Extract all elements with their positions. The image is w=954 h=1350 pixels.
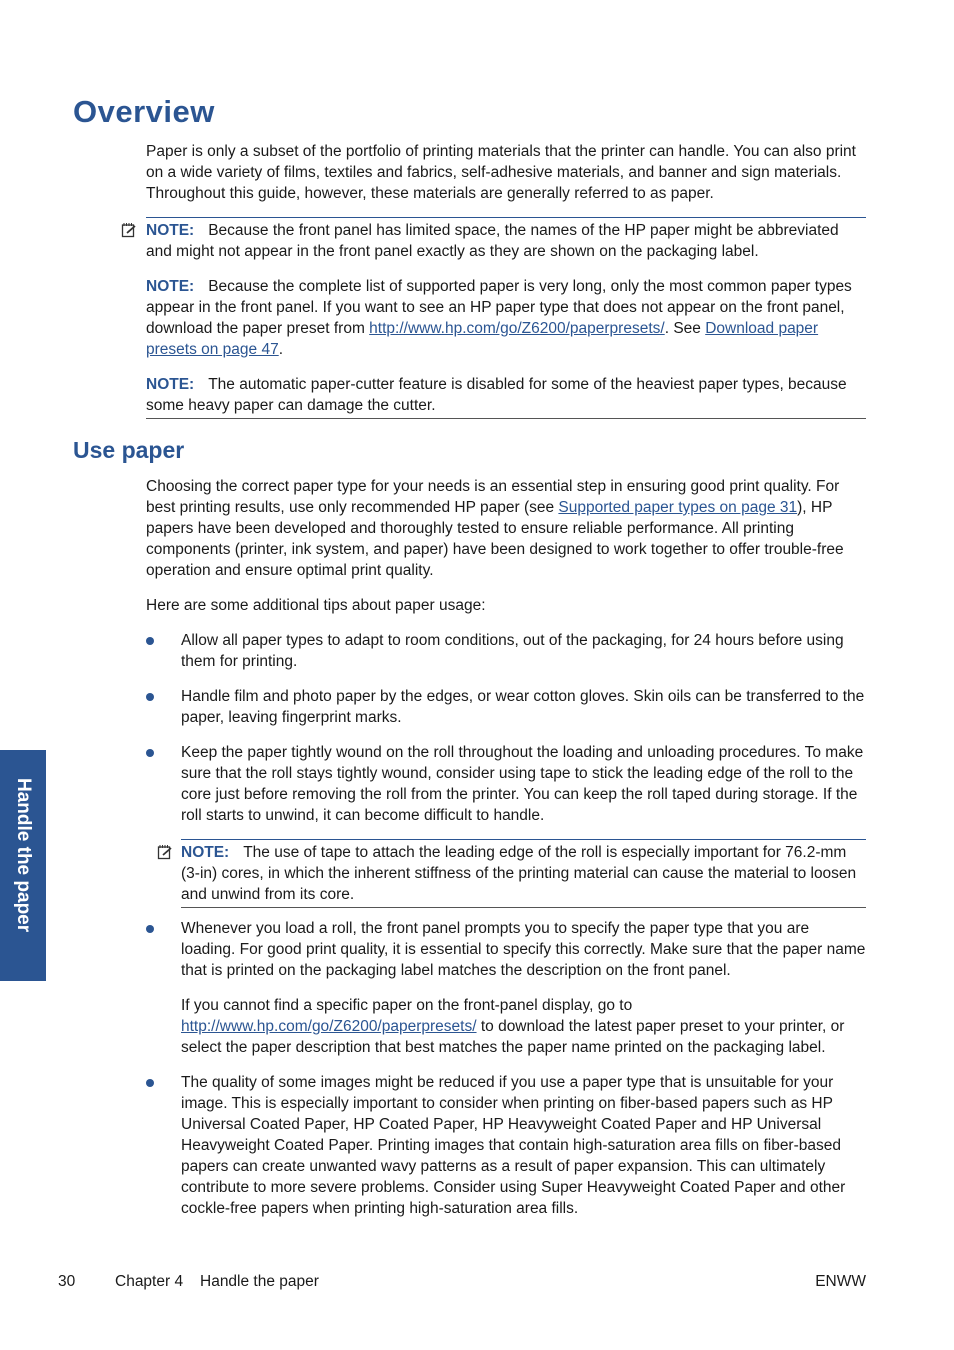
- note-box: [146, 217, 866, 419]
- bullet-icon: [146, 693, 154, 701]
- tape-note: NOTE: The use of tape to attach the leading edge of the roll is especially important for 76.2-mm (3-in) cores, in which the inherent stiffness of the printing material can cause the material to loosen and unwind from its core.: [181, 839, 866, 908]
- section-heading: Use paper: [73, 437, 185, 463]
- note-icon: [121, 222, 137, 238]
- supported-paper-link[interactable]: Supported paper types on page 31: [558, 499, 798, 516]
- footer-chapter-title: Handle the paper: [200, 1273, 319, 1290]
- list-item: Whenever you load a roll, the front panel prompts you to specify the paper type that you are loading. For good print quality, it is essential to specify this correctly. Make sure that the paper name that is printed on the packaging label matches the description on the front panel. If you cannot find a specific paper on the front-panel display, go to http://www.hp.com/go/Z6200/paperpresets/ to download the latest paper preset to your printer, or select the paper description that best matches the paper name printed on the packaging label.: [181, 920, 866, 1056]
- bullet-icon: [146, 1079, 154, 1087]
- list-item: The quality of some images might be reduced if you use a paper type that is unsuitable for your image. This is especially important to consider when printing on fiber-based papers such as HP Universal Coated Paper, HP Coated Paper, HP Heavyweight Coated Paper and HP Universal Heavyweight Coated Paper. Printing images that contain high-saturation area fills on fiber-based papers can create unwanted wavy patterns as a result of paper expansion. This can ultimately contribute to more severe problems. Consider using Super Heavyweight Coated Paper and other cockle-free papers when printing high-saturation area fills.: [181, 1074, 846, 1217]
- list-item: Keep the paper tightly wound on the roll throughout the loading and unloading procedures. To make sure that the roll stays tightly wound, consider using tape to stick the leading edge of the roll to the core just before removing the roll from the printer. You can keep the roll taped during storage. If the roll starts to unwind, it can become difficult to handle.: [181, 744, 864, 824]
- download-presets-link[interactable]: Download paper presets on page 47: [146, 320, 819, 358]
- chapter-side-tab: Handle the paper: [0, 750, 46, 981]
- paperpresets-link-2[interactable]: http://www.hp.com/go/Z6200/paperpresets/: [181, 1018, 477, 1035]
- tips-intro: Here are some additional tips about paper usage:: [146, 597, 486, 614]
- paperpresets-link[interactable]: http://www.hp.com/go/Z6200/paperpresets/: [369, 320, 665, 337]
- note-2: NOTE: Because the complete list of supported paper is very long, only the most common paper types appear in the front panel. If you want to see an HP paper type that does not appear on the front panel, download the paper preset from http://www.hp.com/go/Z6200/paperpresets/. See Download paper presets on page 47.: [146, 278, 852, 358]
- footer-chapter: Chapter 4: [115, 1273, 184, 1290]
- bullet-icon: [146, 637, 154, 645]
- note-3: NOTE: The automatic paper-cutter feature is disabled for some of the heaviest paper types, because some heavy paper can damage the cutter.: [146, 376, 847, 414]
- bullet-icon: [146, 925, 154, 933]
- list-item: Allow all paper types to adapt to room conditions, out of the packaging, for 24 hours before using them for printing.: [181, 632, 844, 670]
- page-title: Overview: [73, 94, 215, 129]
- intro-paragraph: Paper is only a subset of the portfolio of printing materials that the printer can handle. You can also print on a wide variety of films, textiles and fabrics, self-adhesive materials, and banner and sign materials. Throughout this guide, however, these materials are generally referred to as paper.: [146, 143, 856, 202]
- note-icon: [157, 844, 173, 860]
- list-item: Handle film and photo paper by the edges, or wear cotton gloves. Skin oils can be transferred to the paper, leaving fingerprint marks.: [181, 688, 865, 726]
- footer-code: ENWW: [815, 1273, 866, 1290]
- page-number: 30: [58, 1273, 76, 1290]
- note-1: NOTE: Because the front panel has limited space, the names of the HP paper might be abbreviated and might not appear in the front panel exactly as they are shown on the packaging label.: [146, 222, 839, 260]
- use-paper-paragraph: Choosing the correct paper type for your needs is an essential step in ensuring good print quality. For best printing results, use only recommended HP paper (see Supported paper types on page 31), HP papers have been developed and thoroughly tested to ensure reliable performance. All printing components (printer, ink system, and paper) have been designed to work together to offer trouble-free operation and ensure optimal print quality.: [146, 478, 844, 579]
- bullet-icon: [146, 749, 154, 757]
